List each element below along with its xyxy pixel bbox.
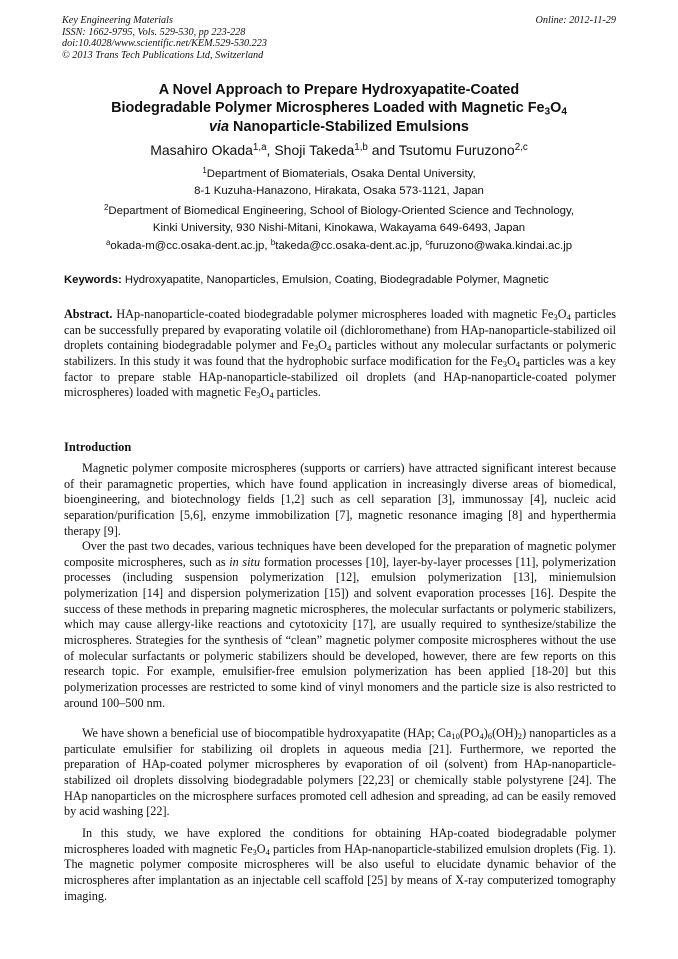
author-name: Shoji Takeda [274, 142, 355, 158]
copyright-line: © 2013 Trans Tech Publications Ltd, Switzerland [62, 49, 264, 61]
intro-paragraph: In this study, we have explored the conditions for obtaining HAp-coated biodegradable polymer microspheres loaded with magnetic $Fe_3O_4$ particles from HAp-nanoparticle-stabilized emulsion droplets (Fig. 1). The magnetic polymer composite microspheres will be also useful to elucidate dynamic behavior of the microspheres after implantation as an injectable cell scaffold [25] by means of X-ray computerized tomography imaging. [64, 826, 616, 903]
email-list: $^a$okada-m@cc.osaka-dent.ac.jp, $^b$takeda@cc.osaka-dent.ac.jp, $^c$furuzono@waka.kindai.ac.jp [105, 238, 573, 252]
journal-name: Key Engineering Materials [62, 15, 173, 26]
email-link[interactable]: furuzono@waka.kindai.ac.jp [429, 240, 573, 252]
keywords-label: Keywords: [64, 274, 122, 286]
abstract-label: Abstract. [64, 307, 113, 321]
issn-line: ISSN: 1662-9795, Vols. 529-530, pp 223-228 [62, 26, 246, 38]
affiliation-1: $^1$Department of Biomaterials, Osaka Dental University, 8-1 Kuzuha-Hanazono, Hirakata, Osaka 573-1121, Japan [194, 166, 484, 197]
abstract-body: HAp-nanoparticle-coated biodegradable polymer microspheres loaded with magnetic $Fe_3O_4$ particles can be successfully prepared by evaporating volatile oil (dichloromethane) from HAp-nanoparticle-stabilized oil droplets containing biodegradable polymer and $Fe_3O_4$ particles without any molecular surfactants or polymeric stabilizers. In this study it was found that the hydrophobic surface modification for the $Fe_3O_4$ particles was a key factor to prepare stable HAp-nanoparticle-stabilized oil droplets (and HAp-nanoparticle-coated polymer microspheres) loaded with magnetic $Fe_3O_4$ particles. [64, 307, 617, 401]
title-line-3: via Nanoparticle-Stabilized Emulsions [209, 118, 469, 135]
online-date: Online: 2012-11-29 [535, 15, 616, 26]
title-line-2: Biodegradable Polymer Microspheres Loaded with Magnetic $Fe_3O_4$ [111, 100, 567, 118]
keywords [64, 273, 616, 287]
author-name: Masahiro Okada [150, 142, 253, 158]
journal-citation-header [62, 15, 267, 61]
affiliation-2: $^2$Department of Biomedical Engineering, School of Biology-Oriented Science and Technology, Kinki University, 930 Nishi-Mitani, Kinokawa, Wakayama 649-6493, Japan [103, 203, 575, 234]
abstract [64, 307, 616, 401]
doi-line: doi:10.4028/www.scientific.net/KEM.529-530.223 [62, 38, 267, 50]
keywords-text: Hydroxyapatite, Nanoparticles, Emulsion, Coating, Biodegradable Polymer, Magnetic [121, 274, 549, 286]
title-line-1: A Novel Approach to Prepare Hydroxyapatite-Coated [158, 82, 520, 98]
email-link[interactable]: takeda@cc.osaka-dent.ac.jp [275, 240, 420, 252]
intro-paragraph: Over the past two decades, various techniques have been developed for the preparation of magnetic polymer composite microspheres, such as in situ formation processes [10], layer-by-layer processes [11], polymerization processes (including suspension polymerization [12], emulsion polymerization [13], miniemulsion polymerization [14] and dispersion polymerization [15]) and solvent evaporation processes [16]. Despite the success of these methods in preparing magnetic microspheres, the molecular surfactants or polymeric stabilizers, which may cause allergy-like reactions and cytotoxicity [17], are usually required to synthesize/stabilize the microspheres. Strategies for the synthesis of “clean” magnetic polymer composite microspheres without the use of molecular surfactants or polymeric stabilizers should be developed, however, there are few reports on this research topic. For example, emulsifier-free emulsion polymerization has been applied [18-20] but this polymerization processes are restricted to some kind of vinyl monomers and the particle size is also restricted to around 100–500 nm. [64, 539, 616, 710]
author-name: Tsutomu Furuzono [398, 142, 515, 158]
intro-paragraph: Magnetic polymer composite microspheres (supports or carriers) have attracted significant interest because of their paramagnetic properties, which have found application in increasingly diverse areas of biomedical, bioengineering, and biotechnology fields [1,2] such as cell separation [3], immunossay [4], nucleic acid separation/purification [5,6], enzyme immobilization [7], magnetic resonance imaging [8] and hyperthermia therapy [9]. [64, 461, 616, 538]
section-heading-introduction: Introduction [64, 440, 132, 454]
intro-paragraph: We have shown a beneficial use of biocompatible hydroxyapatite (HAp; $Ca_{10}(PO_4)_6(OH)_2$) nanoparticles as a particulate emulsifier for stabilizing oil droplets in aqueous media [21]. Furthermore, we reported the preparation of HAp-coated polymer microspheres by evaporation of oil (solvent) from HAp-nanoparticle-stabilized oil droplets dissolving biodegradable polymers [22,23] or chemically stable polystyrene [24]. The HAp nanoparticles on the microsphere surfaces promoted cell adhesion and spreading, ad can be easily removed by acid washing [22]. [64, 726, 617, 819]
author-list: Masahiro Okada$^{1,a}$, Shoji Takeda$^{1,b}$ and Tsutomu Furuzono$^{2,c}$ [150, 142, 528, 158]
email-link[interactable]: okada-m@cc.osaka-dent.ac.jp [110, 240, 265, 252]
paper-title [40, 81, 638, 136]
